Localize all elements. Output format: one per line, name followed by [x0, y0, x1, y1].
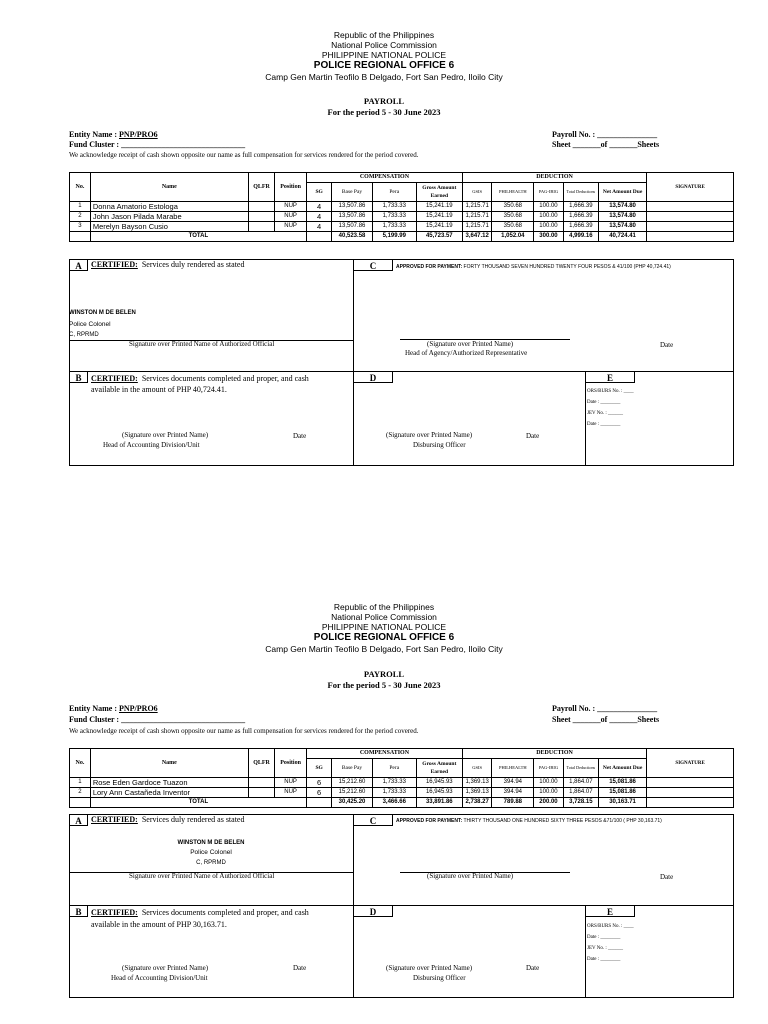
box-e-label: E [585, 371, 635, 383]
signatory-office: C, RPRMD [196, 860, 226, 866]
signatory-name: WINSTON M DE BELEN [177, 840, 245, 846]
entity-value: PNP/PRO6 [119, 130, 158, 139]
cell-gsis: 1,369.13 [462, 778, 492, 788]
cell-name: Merelyn Bayson Cusio [90, 222, 248, 232]
cell-gross: 15,241.19 [416, 222, 462, 232]
cell-total-deduction: 1,666.39 [563, 212, 598, 222]
sig-auth-official: Signature over Printed Name of Authorized Official [129, 340, 275, 348]
jev-date: Date : ________ [587, 422, 621, 427]
pnp-line: PHILIPPINE NATIONAL POLICE [321, 50, 447, 60]
sig-printed-b: (Signature over Printed Name) [122, 964, 209, 972]
table-row [70, 222, 734, 232]
cell-pagibig: 100.00 [534, 788, 564, 798]
col-pera: Pera [372, 759, 416, 778]
approved-text: THIRTY THOUSAND ONE HUNDRED SIXTY THREE PESOS &71/100 ( PHP 30,163.71) [463, 818, 662, 824]
cell-total-deduction: 1,666.39 [563, 202, 598, 212]
cell-qlfr [248, 202, 274, 212]
cell-sg: 6 [307, 788, 332, 798]
box-a-label: A [69, 814, 88, 826]
cell-philhealth: 350.68 [492, 222, 534, 232]
cell-pera: 1,733.33 [372, 202, 416, 212]
col-signature: SIGNATURE [647, 749, 734, 778]
pro6-line: POLICE REGIONAL OFFICE 6 [313, 60, 455, 71]
total-pagibig: 200.00 [534, 798, 564, 808]
box-d-label: D [353, 905, 393, 917]
total-row [70, 798, 734, 808]
approved-payment [396, 264, 671, 270]
cell-pagibig: 100.00 [534, 202, 564, 212]
cell-position: NUP [275, 212, 307, 222]
ors-date: Date : ________ [587, 400, 621, 405]
box-b-label: B [69, 371, 88, 383]
total-gross: 45,723.57 [416, 232, 462, 242]
header-block [0, 30, 768, 83]
cell-qlfr [248, 212, 274, 222]
certified-b-text: Services documents completed and proper, and cash [141, 908, 309, 917]
col-deduction: DEDUCTION [462, 173, 646, 183]
total-pera: 3,466.66 [372, 798, 416, 808]
cell-signature[interactable] [647, 202, 734, 212]
cell-gsis: 1,215.71 [462, 212, 492, 222]
col-gross: Gross Amount Earned [416, 183, 462, 202]
head-agency-c: Head of Agency/Authorized Representative [405, 349, 528, 357]
cell-sg: 4 [307, 222, 332, 232]
napolcom-line: National Police Commission [331, 612, 437, 622]
title-text: PAYROLL [363, 669, 405, 679]
cell-net: 15,081.86 [598, 788, 646, 798]
cell-no: 3 [70, 222, 91, 232]
cell-net: 15,081.86 [598, 778, 646, 788]
cell-net: 13,574.80 [598, 222, 646, 232]
signatory-block [69, 838, 353, 868]
jev-no: JEV No. : ______ [587, 411, 624, 416]
republic-line: Republic of the Philippines [333, 602, 435, 612]
cell-qlfr [248, 788, 274, 798]
entity-name [69, 704, 158, 713]
entity-value: PNP/PRO6 [119, 704, 158, 713]
total-base: 40,523.58 [332, 232, 373, 242]
total-net: 40,724.41 [598, 232, 646, 242]
cell-gross: 16,945.93 [416, 788, 462, 798]
cell-base: 13,507.86 [332, 212, 373, 222]
cell-pagibig: 100.00 [534, 222, 564, 232]
col-gross: Gross Amount Earned [416, 759, 462, 778]
col-qlfr: QLFR [248, 173, 274, 202]
cell-gross: 15,241.19 [416, 202, 462, 212]
total-gsis: 3,647.12 [462, 232, 492, 242]
cell-qlfr [248, 778, 274, 788]
cell-sg: 6 [307, 778, 332, 788]
cell-position: NUP [275, 788, 307, 798]
col-no: No. [70, 173, 91, 202]
col-compensation: COMPENSATION [307, 173, 463, 183]
cell-net: 13,574.80 [598, 202, 646, 212]
available-amount: available in the amount of PHP 30,163.71. [91, 920, 227, 929]
ors-block [587, 386, 634, 430]
certified-b [91, 373, 309, 395]
col-net-due: Net Amount Due [598, 183, 646, 202]
table-row [70, 212, 734, 222]
available-amount: available in the amount of PHP 40,724.41. [91, 385, 227, 394]
cell-signature[interactable] [647, 212, 734, 222]
payroll-sheet-2 [0, 572, 768, 1024]
jev-no: JEV No. : ______ [587, 946, 624, 951]
cell-sg: 4 [307, 202, 332, 212]
cell-base: 15,212.60 [332, 778, 373, 788]
period-text: For the period 5 - 30 June 2023 [327, 680, 441, 690]
box-b-label: B [69, 905, 88, 917]
certified-b-label: CERTIFIED: [91, 374, 138, 383]
cell-total-deduction: 1,666.39 [563, 222, 598, 232]
cell-position: NUP [275, 778, 307, 788]
date-c: Date [660, 341, 674, 349]
col-name: Name [90, 173, 248, 202]
total-pagibig: 300.00 [534, 232, 564, 242]
cell-name: Rose Eden Gardoce Tuazon [90, 778, 248, 788]
entity-name [69, 130, 158, 139]
total-label: TOTAL [90, 798, 306, 808]
sheet-count: Sheet _______of _______Sheets [552, 140, 660, 149]
total-net: 30,163.71 [598, 798, 646, 808]
cell-gsis: 1,215.71 [462, 202, 492, 212]
col-name: Name [90, 749, 248, 778]
republic-line: Republic of the Philippines [333, 30, 435, 40]
pro6-line: POLICE REGIONAL OFFICE 6 [313, 632, 455, 643]
date-d: Date [526, 964, 540, 972]
box-a-label: A [69, 259, 88, 271]
box-e-label: E [585, 905, 635, 917]
col-basepay: Base Pay [332, 759, 373, 778]
disbursing-officer: Disbursing Officer [413, 974, 466, 982]
cell-sg: 4 [307, 212, 332, 222]
total-philhealth: 789.88 [492, 798, 534, 808]
cell-signature[interactable] [647, 222, 734, 232]
total-base: 30,425.20 [332, 798, 373, 808]
cell-net: 13,574.80 [598, 212, 646, 222]
date-c: Date [660, 873, 674, 881]
payroll-title [0, 96, 768, 118]
approved-payment [396, 818, 662, 824]
sig-printed-b: (Signature over Printed Name) [122, 431, 209, 439]
approved-label: APPROVED FOR PAYMENT: [396, 264, 463, 270]
ors-no: ORS/BURS No. : ____ [587, 924, 634, 929]
col-position: Position [275, 749, 307, 778]
signatory-block [69, 308, 136, 341]
total-philhealth: 1,052.04 [492, 232, 534, 242]
box-d-label: D [353, 371, 393, 383]
col-qlfr: QLFR [248, 749, 274, 778]
header-block [0, 602, 768, 655]
cell-base: 13,507.86 [332, 202, 373, 212]
head-accounting: Head of Accounting Division/Unit [103, 441, 200, 449]
cell-base: 15,212.60 [332, 788, 373, 798]
certified-a-label: CERTIFIED: [91, 815, 138, 824]
box-c-label: C [353, 259, 393, 271]
col-net-due: Net Amount Due [598, 759, 646, 778]
cell-name: Donna Amatorio Estologa [90, 202, 248, 212]
address-line: Camp Gen Martin Teofilo B Delgado, Fort San Pedro, Iloilo City [265, 72, 503, 82]
col-philhealth: PHILHEALTH [492, 759, 534, 778]
box-c-label: C [353, 814, 393, 826]
cell-total-deduction: 1,864.07 [563, 788, 598, 798]
cell-no: 1 [70, 202, 91, 212]
cell-gsis: 1,369.13 [462, 788, 492, 798]
signatory-rank: Police Colonel [69, 321, 111, 328]
approved-label: APPROVED FOR PAYMENT: [396, 818, 463, 824]
certified-b-label: CERTIFIED: [91, 908, 138, 917]
cell-philhealth: 394.94 [492, 788, 534, 798]
col-philhealth: PHILHEALTH [492, 183, 534, 202]
head-accounting: Head of Accounting Division/Unit [111, 974, 208, 982]
fund-cluster: Fund Cluster : _______________________________ [69, 715, 246, 724]
payroll-no: Payroll No. : _______________ [552, 130, 658, 139]
acknowledgement: We acknowledge receipt of cash shown opposite our name as full compensation for services rendered for the period covered. [69, 727, 419, 735]
acknowledgement: We acknowledge receipt of cash shown opposite our name as full compensation for services rendered for the period covered. [69, 151, 419, 159]
entity-label: Entity Name : [69, 130, 119, 139]
payroll-title [0, 669, 768, 691]
date-d: Date [526, 432, 540, 440]
col-total-deduction: Total Deductions [563, 183, 598, 202]
cell-pera: 1,733.33 [372, 212, 416, 222]
col-signature: SIGNATURE [647, 173, 734, 202]
cell-base: 13,507.86 [332, 222, 373, 232]
table-row [70, 788, 734, 798]
sig-printed-c: (Signature over Printed Name) [427, 340, 514, 348]
col-no: No. [70, 749, 91, 778]
cell-no: 2 [70, 788, 91, 798]
total-gross: 33,891.86 [416, 798, 462, 808]
period-text: For the period 5 - 30 June 2023 [327, 107, 441, 117]
total-deduction: 3,728.15 [563, 798, 598, 808]
col-gsis: GSIS [462, 183, 492, 202]
cell-philhealth: 394.94 [492, 778, 534, 788]
cell-gsis: 1,215.71 [462, 222, 492, 232]
disbursing-officer: Disbursing Officer [413, 441, 466, 449]
ors-no: ORS/BURS No. : ____ [587, 389, 634, 394]
napolcom-line: National Police Commission [331, 40, 437, 50]
cell-gross: 15,241.19 [416, 212, 462, 222]
table-row [70, 778, 734, 788]
ors-date: Date : ________ [587, 935, 621, 940]
total-deduction: 4,999.16 [563, 232, 598, 242]
certified-a [91, 815, 244, 824]
col-sg: SG [307, 759, 332, 778]
cell-position: NUP [275, 222, 307, 232]
cell-signature[interactable] [647, 778, 734, 788]
table-row [70, 202, 734, 212]
cell-pera: 1,733.33 [372, 788, 416, 798]
fund-cluster: Fund Cluster : _______________________________ [69, 140, 246, 149]
col-gsis: GSIS [462, 759, 492, 778]
cell-philhealth: 350.68 [492, 212, 534, 222]
sheet-count: Sheet _______of _______Sheets [552, 715, 660, 724]
cell-total-deduction: 1,864.07 [563, 778, 598, 788]
approved-text: FORTY THOUSAND SEVEN HUNDRED TWENTY FOUR PESOS & 41/100 (PHP 40,724.41) [463, 264, 671, 270]
signatory-name: WINSTON M DE BELEN [69, 310, 136, 316]
col-position: Position [275, 173, 307, 202]
signatory-rank: Police Colonel [190, 849, 232, 856]
certified-b [91, 907, 309, 931]
cell-signature[interactable] [647, 788, 734, 798]
total-label: TOTAL [90, 232, 306, 242]
signatory-office: C, RPRMD [69, 332, 99, 338]
total-pera: 5,199.99 [372, 232, 416, 242]
col-sg: SG [307, 183, 332, 202]
cell-pera: 1,733.33 [372, 222, 416, 232]
col-pagibig: PAG-IBIG [534, 759, 564, 778]
date-b: Date [293, 432, 307, 440]
col-basepay: Base Pay [332, 183, 373, 202]
certified-a-text: Services duly rendered as stated [141, 260, 245, 269]
jev-date: Date : ________ [587, 957, 621, 962]
certified-a [91, 260, 244, 269]
payroll-table [69, 172, 734, 242]
cell-name: Lory Ann Castañeda Inventor [90, 788, 248, 798]
date-b: Date [293, 964, 307, 972]
title-text: PAYROLL [363, 96, 405, 106]
payroll-no: Payroll No. : _______________ [552, 704, 658, 713]
certified-b-text: Services documents completed and proper, and cash [141, 374, 309, 383]
col-total-deduction: Total Deductions [563, 759, 598, 778]
cell-qlfr [248, 222, 274, 232]
ors-block [587, 921, 634, 965]
cell-pagibig: 100.00 [534, 212, 564, 222]
col-deduction: DEDUCTION [462, 749, 646, 759]
entity-label: Entity Name : [69, 704, 119, 713]
cell-pera: 1,733.33 [372, 778, 416, 788]
cell-gross: 16,945.93 [416, 778, 462, 788]
sig-auth-official: Signature over Printed Name of Authorized Official [129, 872, 275, 880]
pnp-line: PHILIPPINE NATIONAL POLICE [321, 622, 447, 632]
cell-name: John Jason Pilada Marabe [90, 212, 248, 222]
cell-pagibig: 100.00 [534, 778, 564, 788]
sig-printed-c: (Signature over Printed Name) [427, 872, 514, 880]
payroll-table [69, 748, 734, 808]
cell-position: NUP [275, 202, 307, 212]
certified-a-text: Services duly rendered as stated [141, 815, 245, 824]
total-gsis: 2,738.27 [462, 798, 492, 808]
cell-no: 1 [70, 778, 91, 788]
sig-printed-d: (Signature over Printed Name) [386, 431, 473, 439]
cell-philhealth: 350.68 [492, 202, 534, 212]
certified-a-label: CERTIFIED: [91, 260, 138, 269]
sig-printed-d: (Signature over Printed Name) [386, 964, 473, 972]
cell-no: 2 [70, 212, 91, 222]
total-row [70, 232, 734, 242]
col-pagibig: PAG-IBIG [534, 183, 564, 202]
col-pera: Pera [372, 183, 416, 202]
col-compensation: COMPENSATION [307, 749, 463, 759]
address-line: Camp Gen Martin Teofilo B Delgado, Fort San Pedro, Iloilo City [265, 644, 503, 654]
